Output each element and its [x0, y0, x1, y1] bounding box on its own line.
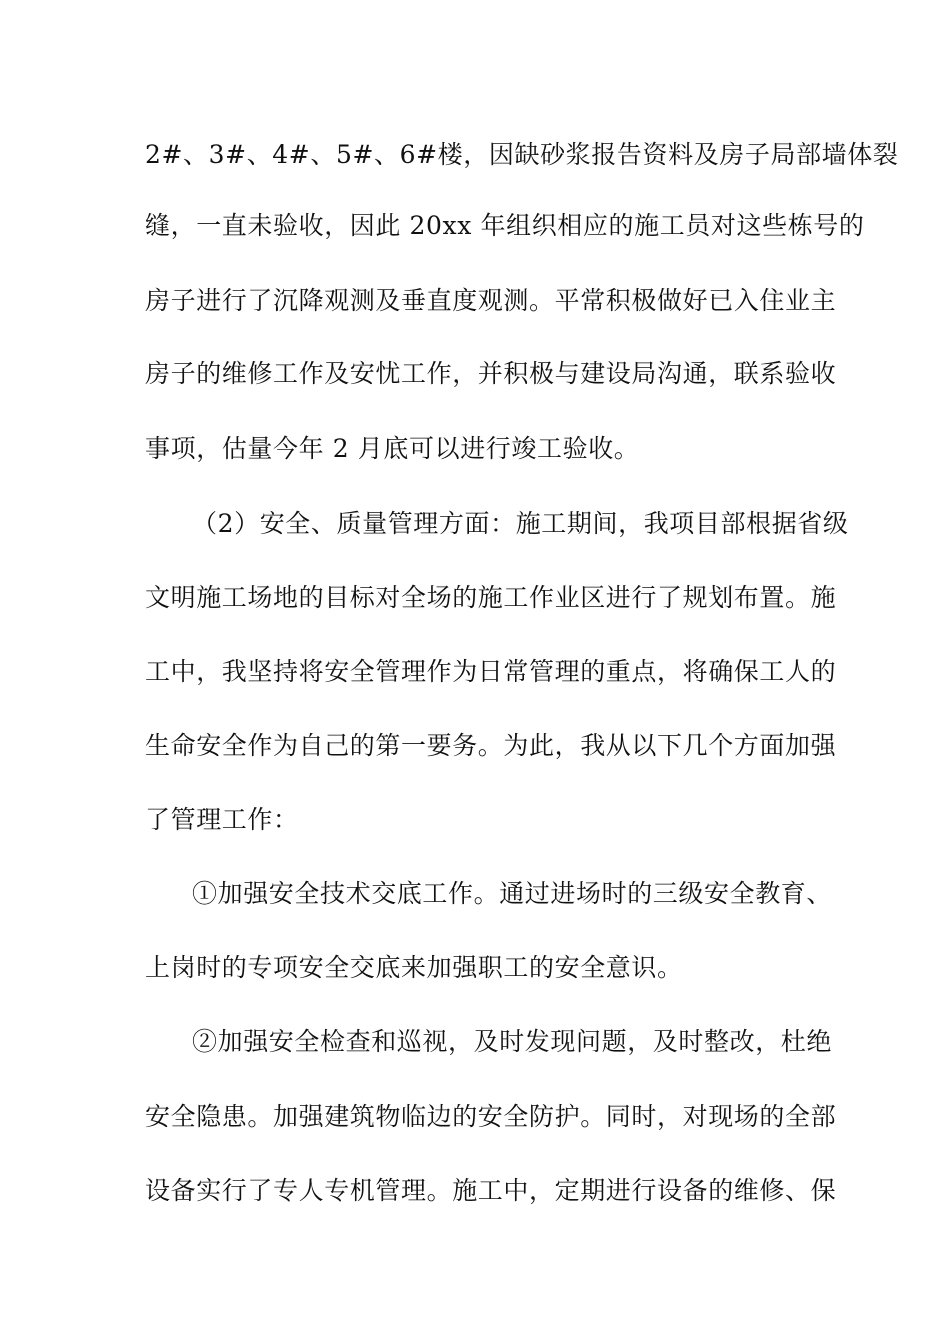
- paragraph-2-first-line: （2）安全、质量管理方面：施工期间，我项目部根据省级: [192, 509, 849, 538]
- text-line-3: 房子进行了沉降观测及垂直度观测。平常积极做好已入住业主: [145, 286, 837, 315]
- list-item-2-third-line: 设备实行了专人专机管理。施工中，定期进行设备的维修、保: [145, 1176, 837, 1205]
- list-item-2-second-line: 安全隐患。加强建筑物临边的安全防护。同时，对现场的全部: [145, 1102, 837, 1131]
- text-line-8: 工中，我坚持将安全管理作为日常管理的重点，将确保工人的: [145, 657, 837, 686]
- list-item-2-first-line: ②加强安全检查和巡视，及时发现问题，及时整改，杜绝: [192, 1027, 833, 1056]
- text-line-7: 文明施工场地的目标对全场的施工作业区进行了规划布置。施: [145, 583, 837, 612]
- text-line-2: 缝，一直未验收，因此 20xx 年组织相应的施工员对这些栋号的: [145, 211, 865, 240]
- list-item-1-second-line: 上岗时的专项安全交底来加强职工的安全意识。: [145, 953, 683, 982]
- text-line-5: 事项，估量今年 2 月底可以进行竣工验收。: [145, 434, 640, 463]
- text-line-10: 了管理工作：: [145, 805, 299, 834]
- text-line-9: 生命安全作为自己的第一要务。为此，我从以下几个方面加强: [145, 731, 837, 760]
- list-item-1-first-line: ①加强安全技术交底工作。通过进场时的三级安全教育、: [192, 879, 833, 908]
- text-line-4: 房子的维修工作及安忧工作，并积极与建设局沟通，联系验收: [145, 359, 837, 388]
- text-line-1: 2#、3#、4#、5#、6#楼，因缺砂浆报告资料及房子局部墙体裂: [145, 140, 899, 169]
